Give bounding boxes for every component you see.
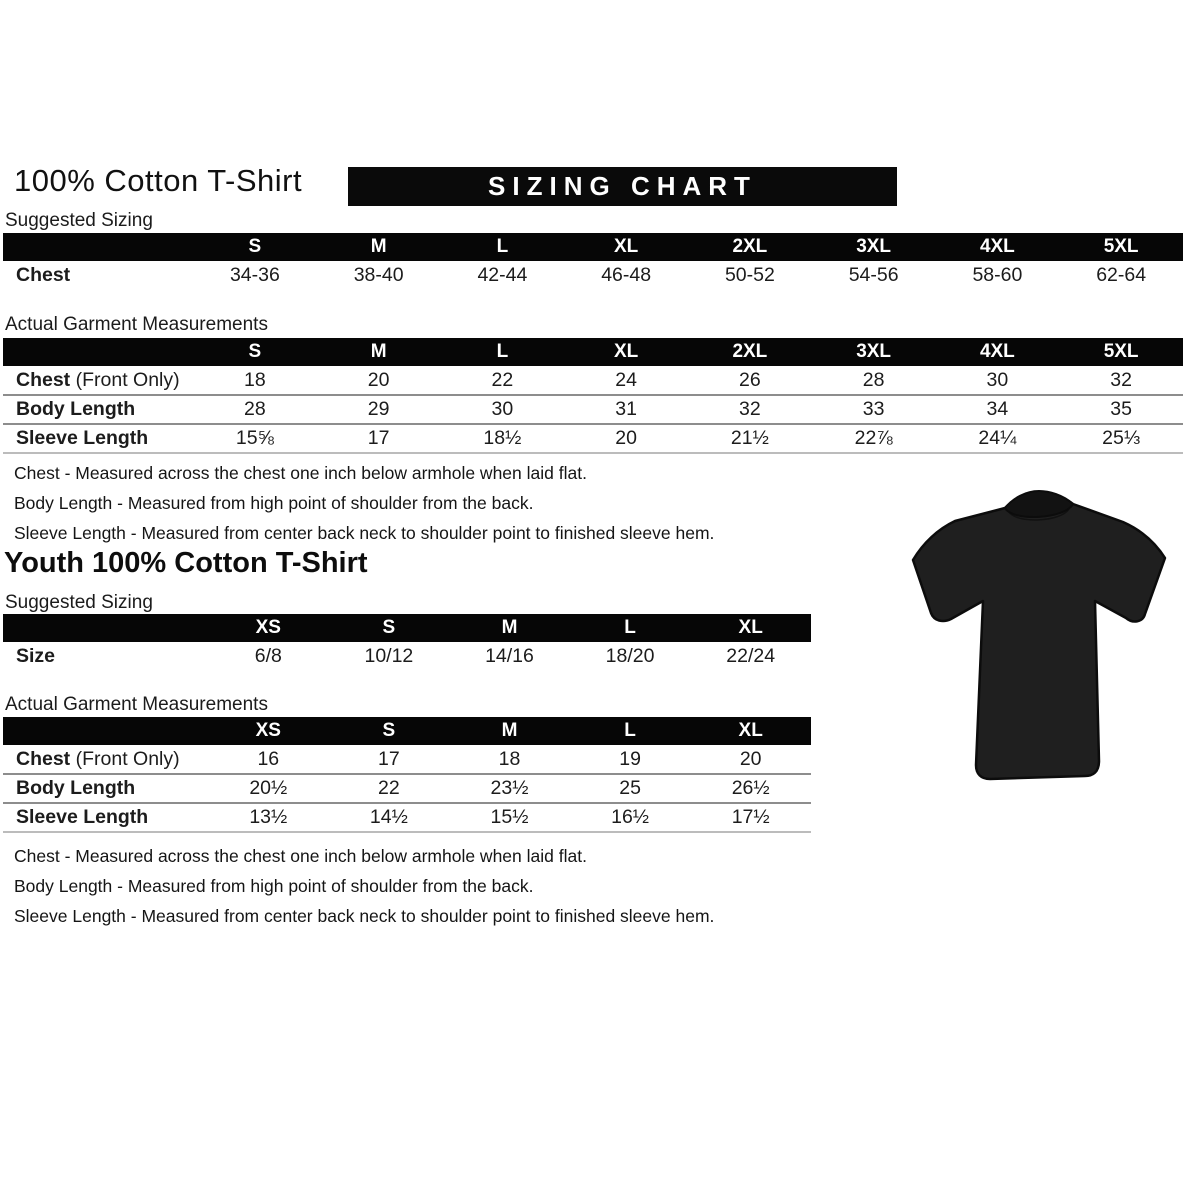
size-value-cell: 14½ (329, 803, 450, 832)
size-value-cell: 28 (193, 395, 317, 424)
youth-measurements-table (3, 717, 811, 833)
size-column-header: M (317, 338, 441, 366)
adult-suggested-sizing-table (3, 233, 1183, 290)
row-label-cell: Body Length (3, 395, 193, 424)
size-column-header: L (441, 233, 565, 261)
size-column-header: 4XL (936, 233, 1060, 261)
size-value-cell: 13½ (208, 803, 329, 832)
size-value-cell: 18/20 (605, 645, 655, 667)
size-value-cell: 32 (688, 395, 812, 424)
size-column-header: 5XL (1059, 338, 1183, 366)
size-value-cell: 22 (491, 368, 514, 391)
size-value-cell: 21½ (688, 424, 812, 453)
size-value-cell: 46-48 (601, 264, 652, 286)
size-value-cell: 20 (739, 747, 762, 770)
size-value-cell: 10/12 (364, 645, 414, 667)
size-table (3, 233, 1183, 290)
size-value-cell: 18½ (441, 424, 565, 453)
size-value-cell: 18 (498, 747, 521, 770)
note-chest: Chest - Measured across the chest one inch below armhole when laid flat. (14, 463, 587, 483)
size-column-header: XL (564, 233, 688, 261)
adult-measurement-notes (14, 458, 714, 548)
size-value-cell: 50-52 (724, 264, 775, 286)
size-value-cell: 25⅓ (1059, 424, 1183, 453)
table-row (3, 395, 1183, 424)
size-value-cell: 24 (615, 368, 637, 391)
note-chest: Chest - Measured across the chest one inch below armhole when laid flat. (14, 846, 587, 866)
size-value-cell: 15⅝ (193, 424, 317, 453)
youth-suggested-sizing-label: Suggested Sizing (5, 592, 153, 613)
size-column-header: M (449, 614, 570, 642)
tshirt-image (893, 466, 1193, 816)
size-value-cell: 30 (986, 368, 1009, 391)
size-value-cell: 26 (739, 368, 761, 391)
size-value-cell: 38-40 (353, 264, 404, 286)
header-spacer-cell (3, 233, 193, 261)
note-body-length: Body Length - Measured from high point of shoulder from the back. (14, 493, 534, 513)
table-row (3, 745, 811, 774)
size-column-header: L (570, 717, 691, 745)
size-column-header: L (570, 614, 691, 642)
row-label-cell: Sleeve Length (3, 803, 208, 832)
size-value-cell: 54-56 (848, 264, 899, 286)
size-column-header: 3XL (812, 233, 936, 261)
size-table (3, 614, 811, 671)
size-column-header: 5XL (1059, 233, 1183, 261)
header-spacer-cell (3, 614, 208, 642)
youth-title: Youth 100% Cotton T-Shirt (4, 547, 368, 579)
row-label-cell: Chest (Front Only) (16, 368, 180, 391)
note-body-length: Body Length - Measured from high point of shoulder from the back. (14, 876, 534, 896)
size-value-cell: 32 (1110, 368, 1132, 391)
size-column-header: M (449, 717, 570, 745)
size-table (3, 717, 811, 833)
size-value-cell: 16 (257, 747, 280, 770)
size-column-header: S (193, 338, 317, 366)
size-value-cell: 62-64 (1096, 264, 1147, 286)
size-value-cell: 25 (570, 774, 691, 803)
size-value-cell: 31 (564, 395, 688, 424)
size-column-header: L (441, 338, 565, 366)
size-column-header: XL (564, 338, 688, 366)
size-value-cell: 29 (317, 395, 441, 424)
size-value-cell: 16½ (570, 803, 691, 832)
table-row (3, 261, 1183, 290)
note-sleeve-length: Sleeve Length - Measured from center back neck to shoulder point to finished sleeve hem. (14, 906, 715, 926)
size-column-header: S (193, 233, 317, 261)
size-value-cell: 22 (329, 774, 450, 803)
row-label-cell: Chest (16, 264, 71, 286)
size-value-cell: 20½ (208, 774, 329, 803)
size-value-cell: 26½ (690, 774, 811, 803)
header-spacer-cell (3, 717, 208, 745)
size-value-cell: 30 (441, 395, 565, 424)
row-label-cell: Chest (Front Only) (16, 747, 180, 770)
size-column-header: 2XL (688, 233, 812, 261)
size-value-cell: 14/16 (485, 645, 534, 667)
adult-suggested-sizing-label: Suggested Sizing (5, 210, 153, 231)
size-value-cell: 23½ (449, 774, 570, 803)
size-value-cell: 6/8 (254, 645, 282, 667)
size-value-cell: 22⅞ (812, 424, 936, 453)
size-table (3, 338, 1183, 454)
table-row (3, 803, 811, 832)
adult-measurements-label: Actual Garment Measurements (5, 314, 268, 335)
size-value-cell: 20 (367, 368, 390, 391)
size-value-cell: 24¼ (936, 424, 1060, 453)
page-title: 100% Cotton T-Shirt (14, 163, 303, 198)
youth-measurements-label: Actual Garment Measurements (5, 694, 268, 715)
note-sleeve-length: Sleeve Length - Measured from center back neck to shoulder point to finished sleeve hem. (14, 523, 715, 543)
size-column-header: XL (690, 614, 811, 642)
size-column-header: XS (208, 717, 329, 745)
size-value-cell: 19 (619, 747, 641, 770)
tshirt-body-shape (913, 495, 1165, 779)
size-value-cell: 17½ (690, 803, 811, 832)
row-label-cell: Body Length (3, 774, 208, 803)
size-column-header: M (317, 233, 441, 261)
sizing-chart-banner: SIZING CHART (348, 167, 897, 206)
table-row (3, 424, 1183, 453)
size-value-cell: 34 (936, 395, 1060, 424)
table-row (3, 366, 1183, 395)
size-value-cell: 42-44 (477, 264, 528, 286)
size-column-header: 4XL (936, 338, 1060, 366)
size-value-cell: 33 (812, 395, 936, 424)
size-value-cell: 18 (244, 368, 266, 391)
size-column-header: 3XL (812, 338, 936, 366)
table-row (3, 642, 811, 671)
adult-measurements-table (3, 338, 1183, 454)
table-row (3, 774, 811, 803)
size-column-header: S (329, 717, 450, 745)
size-value-cell: 20 (564, 424, 688, 453)
row-label-cell: Size (16, 645, 56, 667)
size-value-cell: 28 (862, 368, 885, 391)
size-value-cell: 22/24 (726, 645, 776, 667)
youth-measurement-notes (14, 841, 714, 931)
size-value-cell: 58-60 (972, 264, 1023, 286)
size-value-cell: 35 (1059, 395, 1183, 424)
size-column-header: 2XL (688, 338, 812, 366)
size-column-header: XS (208, 614, 329, 642)
size-value-cell: 17 (317, 424, 441, 453)
size-value-cell: 15½ (449, 803, 570, 832)
size-value-cell: 34-36 (229, 264, 280, 286)
header-spacer-cell (3, 338, 193, 366)
size-column-header: S (329, 614, 450, 642)
size-column-header: XL (690, 717, 811, 745)
size-value-cell: 17 (378, 747, 400, 770)
youth-suggested-sizing-table (3, 614, 811, 671)
row-label-cell: Sleeve Length (3, 424, 193, 453)
